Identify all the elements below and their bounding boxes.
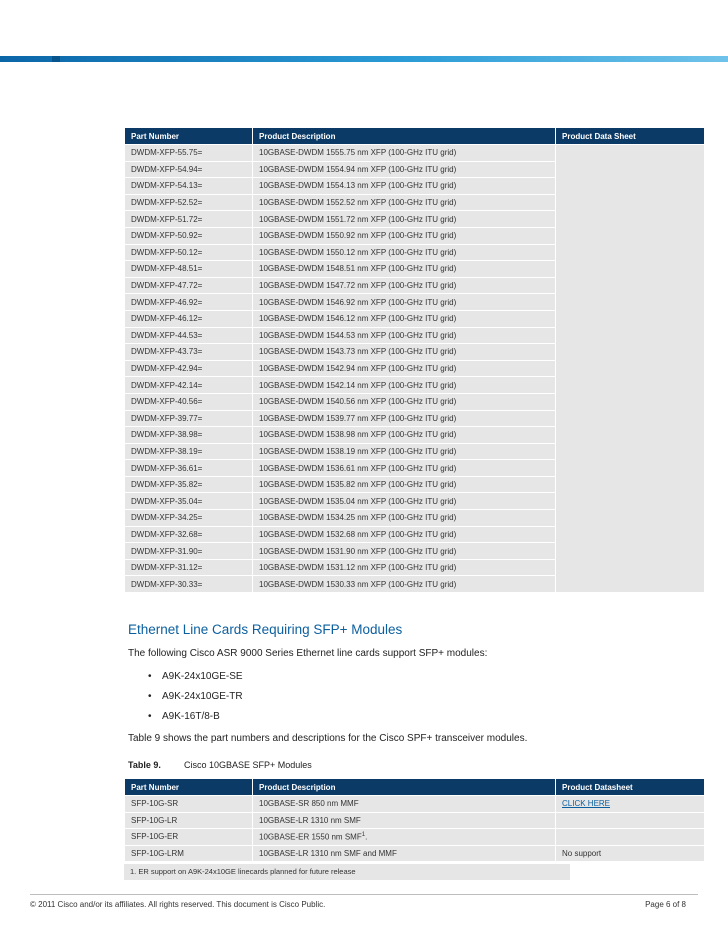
description-cell: 10GBASE-DWDM 1551.72 nm XFP (100-GHz ITU grid) (253, 211, 556, 228)
description-cell: 10GBASE-DWDM 1539.77 nm XFP (100-GHz ITU grid) (253, 410, 556, 427)
header-accent-bar (0, 56, 728, 62)
description-cell: 10GBASE-DWDM 1555.75 nm XFP (100-GHz ITU grid) (253, 145, 556, 162)
header-product-data-sheet: Product Data Sheet (556, 128, 705, 145)
part-number-cell: DWDM-XFP-34.25= (125, 510, 253, 527)
part-number-cell: DWDM-XFP-52.52= (125, 194, 253, 211)
description-cell: 10GBASE-DWDM 1530.33 nm XFP (100-GHz ITU grid) (253, 576, 556, 593)
footnote-marker: 1 (361, 832, 366, 839)
part-number-cell: DWDM-XFP-43.73= (125, 344, 253, 361)
datasheet-cell (556, 812, 705, 829)
part-number-cell: DWDM-XFP-38.98= (125, 427, 253, 444)
section-heading: Ethernet Line Cards Requiring SFP+ Modules (128, 622, 403, 637)
table-row (125, 845, 705, 862)
page-number: Page 6 of 8 (645, 900, 686, 909)
part-number-cell: DWDM-XFP-36.61= (125, 460, 253, 477)
part-number-cell: DWDM-XFP-44.53= (125, 327, 253, 344)
part-number-cell: SFP-10G-SR (125, 796, 253, 813)
description-cell: 10GBASE-DWDM 1552.52 nm XFP (100-GHz ITU grid) (253, 194, 556, 211)
description-end: . (365, 832, 368, 842)
description-cell: 10GBASE-LR 1310 nm SMF and MMF (253, 845, 556, 862)
list-item: • A9K-24x10GE-SE (148, 670, 243, 690)
description-cell: 10GBASE-DWDM 1540.56 nm XFP (100-GHz ITU grid) (253, 393, 556, 410)
description-cell: 10GBASE-DWDM 1532.68 nm XFP (100-GHz ITU grid) (253, 526, 556, 543)
part-number-cell: DWDM-XFP-54.13= (125, 178, 253, 195)
table-row (125, 829, 705, 846)
footer-divider (30, 894, 698, 895)
description-cell: 10GBASE-DWDM 1550.92 nm XFP (100-GHz ITU grid) (253, 227, 556, 244)
description-cell: 10GBASE-DWDM 1546.92 nm XFP (100-GHz ITU grid) (253, 294, 556, 311)
part-number-cell: DWDM-XFP-48.51= (125, 261, 253, 278)
table-header-row (125, 779, 705, 796)
description-cell: 10GBASE-DWDM 1554.94 nm XFP (100-GHz ITU grid) (253, 161, 556, 178)
description-text: 10GBASE-ER 1550 nm SMF (259, 832, 362, 842)
description-cell: 10GBASE-DWDM 1543.73 nm XFP (100-GHz ITU grid) (253, 344, 556, 361)
header-product-description: Product Description (253, 779, 556, 796)
part-number-cell: DWDM-XFP-50.92= (125, 227, 253, 244)
caption-label: Table 9. (128, 760, 161, 770)
description-cell (253, 829, 556, 846)
description-cell: 10GBASE-DWDM 1531.90 nm XFP (100-GHz ITU grid) (253, 543, 556, 560)
description-cell: 10GBASE-SR 850 nm MMF (253, 796, 556, 813)
part-number-cell: DWDM-XFP-30.33= (125, 576, 253, 593)
part-number-cell: SFP-10G-LRM (125, 845, 253, 862)
part-number-cell: DWDM-XFP-42.94= (125, 360, 253, 377)
part-number-cell: DWDM-XFP-39.77= (125, 410, 253, 427)
xfp-part-table (124, 127, 705, 593)
table-caption (128, 760, 312, 770)
part-number-cell: DWDM-XFP-47.72= (125, 277, 253, 294)
sfp-module-table (124, 778, 705, 862)
part-number-cell: DWDM-XFP-46.92= (125, 294, 253, 311)
description-cell: 10GBASE-DWDM 1536.61 nm XFP (100-GHz ITU grid) (253, 460, 556, 477)
part-number-cell: DWDM-XFP-50.12= (125, 244, 253, 261)
header-product-description: Product Description (253, 128, 556, 145)
header-product-datasheet: Product Datasheet (556, 779, 705, 796)
part-number-cell: DWDM-XFP-35.82= (125, 476, 253, 493)
description-cell: 10GBASE-DWDM 1542.14 nm XFP (100-GHz ITU grid) (253, 377, 556, 394)
part-number-cell: DWDM-XFP-46.12= (125, 310, 253, 327)
datasheet-cell (556, 829, 705, 846)
description-cell: 10GBASE-DWDM 1542.94 nm XFP (100-GHz ITU grid) (253, 360, 556, 377)
part-number-cell: DWDM-XFP-31.12= (125, 559, 253, 576)
table-row (125, 796, 705, 813)
section-intro: The following Cisco ASR 9000 Series Ethernet line cards support SFP+ modules: (128, 648, 488, 659)
description-cell: 10GBASE-DWDM 1534.25 nm XFP (100-GHz ITU grid) (253, 510, 556, 527)
part-number-cell: SFP-10G-ER (125, 829, 253, 846)
description-cell: 10GBASE-DWDM 1538.98 nm XFP (100-GHz ITU grid) (253, 427, 556, 444)
datasheet-cell (556, 145, 705, 593)
table-row (125, 145, 705, 162)
table-row (125, 812, 705, 829)
caption-title: Cisco 10GBASE SFP+ Modules (184, 760, 312, 770)
copyright-text: © 2011 Cisco and/or its affiliates. All rights reserved. This document is Cisco Public. (30, 900, 326, 909)
list-item: • A9K-24x10GE-TR (148, 690, 243, 710)
datasheet-cell (556, 796, 705, 813)
description-cell: 10GBASE-DWDM 1547.72 nm XFP (100-GHz ITU grid) (253, 277, 556, 294)
header-part-number: Part Number (125, 128, 253, 145)
header-accent-cap (52, 56, 60, 62)
description-cell: 10GBASE-DWDM 1531.12 nm XFP (100-GHz ITU grid) (253, 559, 556, 576)
header-part-number: Part Number (125, 779, 253, 796)
part-number-cell: DWDM-XFP-55.75= (125, 145, 253, 162)
description-cell: 10GBASE-DWDM 1548.51 nm XFP (100-GHz ITU grid) (253, 261, 556, 278)
line-card-list (148, 670, 243, 730)
table-reference-text: Table 9 shows the part numbers and descriptions for the Cisco SPF+ transceiver modules. (128, 733, 528, 744)
part-number-cell: DWDM-XFP-54.94= (125, 161, 253, 178)
description-cell: 10GBASE-DWDM 1554.13 nm XFP (100-GHz ITU grid) (253, 178, 556, 195)
click-here-link[interactable]: CLICK HERE (562, 799, 611, 809)
list-item: • A9K-16T/8-B (148, 710, 243, 730)
table-footnote: 1. ER support on A9K-24x10GE linecards planned for future release (124, 864, 570, 880)
description-cell: 10GBASE-DWDM 1535.82 nm XFP (100-GHz ITU grid) (253, 476, 556, 493)
description-cell: 10GBASE-DWDM 1535.04 nm XFP (100-GHz ITU grid) (253, 493, 556, 510)
description-cell: 10GBASE-DWDM 1544.53 nm XFP (100-GHz ITU grid) (253, 327, 556, 344)
table-header-row (125, 128, 705, 145)
part-number-cell: DWDM-XFP-51.72= (125, 211, 253, 228)
description-cell: 10GBASE-DWDM 1546.12 nm XFP (100-GHz ITU grid) (253, 310, 556, 327)
description-cell: 10GBASE-DWDM 1550.12 nm XFP (100-GHz ITU grid) (253, 244, 556, 261)
part-number-cell: DWDM-XFP-42.14= (125, 377, 253, 394)
part-number-cell: DWDM-XFP-40.56= (125, 393, 253, 410)
description-cell: 10GBASE-LR 1310 nm SMF (253, 812, 556, 829)
part-number-cell: SFP-10G-LR (125, 812, 253, 829)
part-number-cell: DWDM-XFP-35.04= (125, 493, 253, 510)
part-number-cell: DWDM-XFP-32.68= (125, 526, 253, 543)
description-cell: 10GBASE-DWDM 1538.19 nm XFP (100-GHz ITU grid) (253, 443, 556, 460)
part-number-cell: DWDM-XFP-31.90= (125, 543, 253, 560)
datasheet-cell: No support (556, 845, 705, 862)
part-number-cell: DWDM-XFP-38.19= (125, 443, 253, 460)
